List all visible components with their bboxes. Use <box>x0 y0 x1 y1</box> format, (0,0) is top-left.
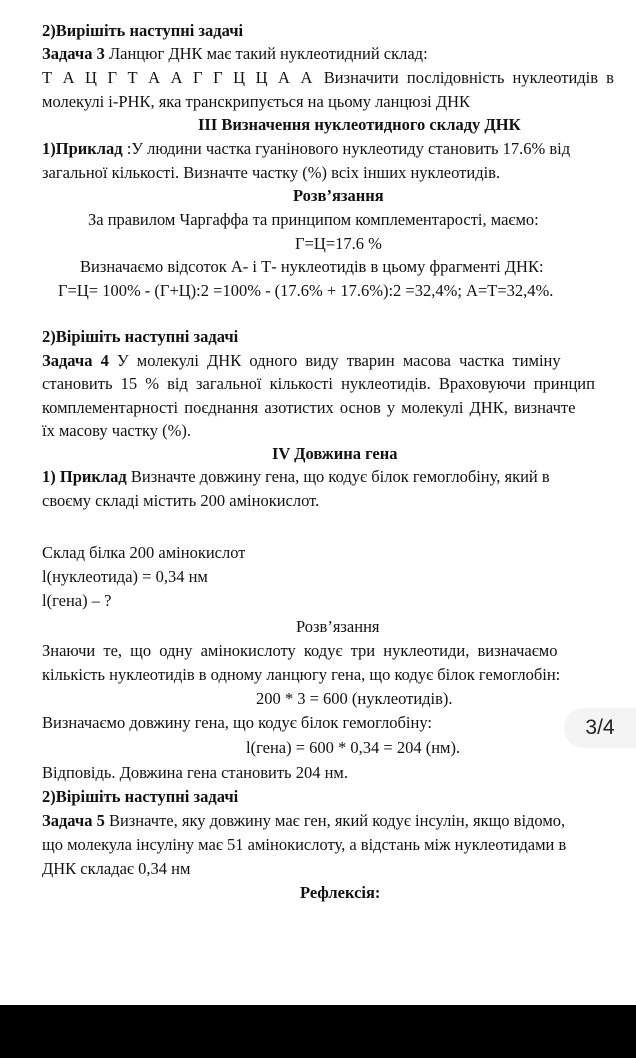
task-4-line-3: комплементарності поєднання азотистих основ у молекулі ДНК, визначте <box>42 398 576 417</box>
nucleotide-count-calc: 200 * 3 = 600 (нуклеотидів). <box>256 689 453 708</box>
a-t-percent-text: Визначаємо відсоток А- і Т- нуклеотидів в цьому фрагменті ДНК: <box>80 257 544 276</box>
solution-heading-1: Розв’язання <box>293 186 384 205</box>
example-1-label: 1)Приклад <box>42 139 123 158</box>
task-5-line-3: ДНК складає 0,34 нм <box>42 859 191 878</box>
dna-sequence: Т А Ц Г Т А А Г Г Ц Ц А А <box>42 68 316 87</box>
task-4-label: Задача 4 <box>42 351 109 370</box>
example-1-line-2: загальної кількості. Визначте частку (%) всіх інших нуклеотидів. <box>42 163 501 182</box>
solution-2-line-1: Знаючи те, що одну амінокислоту кодує три нуклеотиди, визначаємо <box>42 641 558 660</box>
task-5-line-2: що молекула інсуліну має 51 амінокислоту, а відстань між нуклеотидами в <box>42 835 567 854</box>
example-2-label: 1) Приклад <box>42 467 127 486</box>
task-4-line-4: їх масову частку (%). <box>42 421 191 440</box>
task-3-line-2: Т А Ц Г Т А А Г Г Ц Ц А А Визначити послідовність нуклеотидів в <box>42 68 614 87</box>
calculation-line: Г=Ц= 100% - (Г+Ц):2 =100% - (17.6% + 17.6%):2 =32,4%; А=Т=32,4%. <box>58 281 554 300</box>
task-3-label: Задача 3 <box>42 44 105 63</box>
task-3-line-1: Задача 3 Ланцюг ДНК має такий нуклеотидний склад: <box>42 44 428 63</box>
example-2-line-2: своєму складі містить 200 амінокислот. <box>42 491 320 510</box>
reflection-heading: Рефлексія: <box>300 883 381 902</box>
unknown-gene-length: l(гена) – ? <box>42 591 112 610</box>
heading-solve-tasks-3: 2)Вірішіть наступні задачі <box>42 787 239 806</box>
g-c-value: Г=Ц=17.6 % <box>295 234 382 253</box>
task-5-label: Задача 5 <box>42 811 105 830</box>
bottom-bar <box>0 1005 636 1058</box>
answer-line: Відповідь. Довжина гена становить 204 нм. <box>42 763 348 782</box>
solution-2-line-4: Визначаємо довжину гена, що кодує білок гемоглобіну: <box>42 713 432 732</box>
solution-2-line-2: кількість нуклеотидів в одному ланцюгу гена, що кодує білок гемоглобін: <box>42 665 561 684</box>
example-1-line-1: 1)Приклад :У людини частка гуанінового нуклеотиду становить 17.6% від <box>42 139 571 158</box>
solution-heading-2: Розв’язання <box>296 617 380 636</box>
task-5-line-1: Задача 5 Визначте, яку довжину має ген, який кодує інсулін, якщо відомо, <box>42 811 566 830</box>
given-nucleotide-length: l(нуклеотида) = 0,34 нм <box>42 567 208 586</box>
section-heading-iii: ІІІ Визначення нуклеотидного складу ДНК <box>198 115 521 134</box>
heading-solve-tasks-2: 2)Вiрішіть наступні задачі <box>42 327 239 346</box>
example-2-line-1: 1) Приклад Визначте довжину гена, що кодує білок гемоглобіну, який в <box>42 467 550 486</box>
task-4-line-1: Задача 4 У молекулі ДНК одного виду тварин масова частка тиміну <box>42 351 561 370</box>
given-protein: Склад білка 200 амінокислот <box>42 543 246 562</box>
gene-length-calc: l(гена) = 600 * 0,34 = 204 (нм). <box>246 738 461 757</box>
page-indicator: 3/4 <box>564 708 636 748</box>
task-3-line-3: молекулі і-РНК, яка транскрипується на цьому ланцюзі ДНК <box>42 92 471 111</box>
chargaff-rule-text: За правилом Чаргаффа та принципом комплементарості, маємо: <box>88 210 539 229</box>
heading-solve-tasks-1: 2)Вирішіть наступні задачі <box>42 21 244 40</box>
task-4-line-2: становить 15 % від загальної кількості нуклеотидів. Враховуючи принцип <box>42 374 595 393</box>
section-heading-iv: IV Довжина гена <box>272 444 398 463</box>
